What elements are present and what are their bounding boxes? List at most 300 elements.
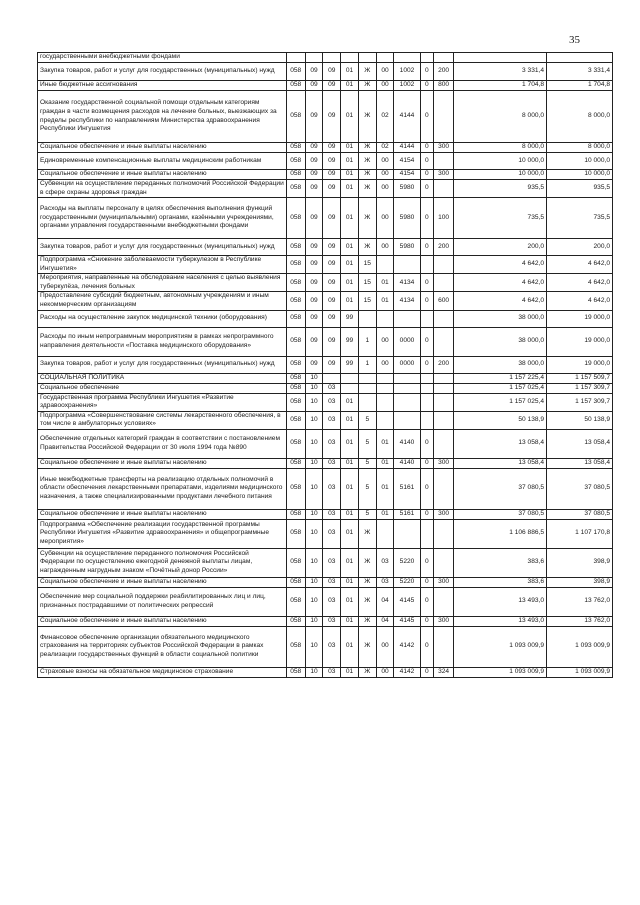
row-code: 058	[286, 153, 305, 170]
row-amount-2: 398,9	[547, 548, 613, 577]
row-code	[358, 53, 376, 63]
row-name: Иные межбюджетные трансферты на реализацию отдельных полномочий в области обеспечения лекарственными препаратами, изделиями медицинского назначения, а также специализированными продуктами лечебного питания	[38, 468, 287, 509]
row-code: 0	[420, 63, 434, 81]
row-code	[376, 519, 394, 548]
row-code: 0000	[394, 356, 420, 373]
row-code	[420, 256, 434, 274]
row-code: 0	[420, 577, 434, 587]
row-code: 99	[341, 327, 359, 356]
row-code: Ж	[358, 81, 376, 91]
row-code	[420, 411, 434, 429]
row-code: 03	[376, 577, 394, 587]
row-code: 058	[286, 170, 305, 180]
row-code	[394, 411, 420, 429]
row-code: 09	[323, 256, 341, 274]
row-code: 15	[358, 256, 376, 274]
row-name: Закупка товаров, работ и услуг для государственных (муниципальных) нужд	[38, 356, 287, 373]
row-code: 1002	[394, 63, 420, 81]
row-code: 10	[305, 429, 323, 458]
row-code	[394, 53, 420, 63]
row-code: 09	[305, 153, 323, 170]
row-code: 10	[305, 458, 323, 468]
table-row	[38, 63, 613, 81]
row-code: 4144	[394, 143, 420, 153]
row-amount-2: 1 107 170,8	[547, 519, 613, 548]
row-code: 058	[286, 180, 305, 198]
row-code: 09	[323, 239, 341, 256]
row-code: 01	[341, 411, 359, 429]
row-code: 200	[434, 239, 454, 256]
row-code: 15	[358, 274, 376, 292]
row-code: Ж	[358, 198, 376, 239]
row-code: 02	[376, 143, 394, 153]
row-amount-1: 38 000,0	[454, 327, 547, 356]
row-code: 058	[286, 667, 305, 677]
row-code: Ж	[358, 143, 376, 153]
table-row	[38, 393, 613, 411]
row-code: 09	[323, 81, 341, 91]
row-code: 01	[341, 91, 359, 143]
row-code: 5220	[394, 548, 420, 577]
row-amount-2: 50 138,9	[547, 411, 613, 429]
row-amount-2: 4 642,0	[547, 256, 613, 274]
row-code	[434, 180, 454, 198]
table-row	[38, 509, 613, 519]
row-code	[420, 383, 434, 393]
row-code: 03	[323, 458, 341, 468]
row-code	[341, 373, 359, 383]
row-code: 300	[434, 616, 454, 626]
row-code: 058	[286, 310, 305, 327]
budget-table	[37, 52, 613, 678]
row-code: 03	[323, 509, 341, 519]
table-row	[38, 519, 613, 548]
row-code: 4134	[394, 292, 420, 310]
row-code: Ж	[358, 153, 376, 170]
row-code	[420, 310, 434, 327]
row-code: 09	[305, 91, 323, 143]
row-code: 09	[323, 153, 341, 170]
row-code	[323, 373, 341, 383]
row-amount-2: 37 080,5	[547, 509, 613, 519]
row-amount-2: 19 000,0	[547, 310, 613, 327]
row-code: 03	[323, 519, 341, 548]
row-amount-1: 1 093 009,9	[454, 667, 547, 677]
row-code: 09	[323, 143, 341, 153]
row-code: 5980	[394, 180, 420, 198]
row-code: Ж	[358, 63, 376, 81]
row-code	[358, 393, 376, 411]
row-code: 058	[286, 143, 305, 153]
row-code: 03	[323, 393, 341, 411]
row-code: 01	[341, 587, 359, 616]
row-code: 01	[341, 256, 359, 274]
row-code: 01	[341, 458, 359, 468]
row-code	[420, 393, 434, 411]
row-amount-2: 19 000,0	[547, 356, 613, 373]
row-code: 01	[341, 239, 359, 256]
row-name: Социальное обеспечение и иные выплаты населению	[38, 509, 287, 519]
row-code: 01	[341, 509, 359, 519]
row-code: 09	[323, 91, 341, 143]
table-row	[38, 411, 613, 429]
row-code: 10	[305, 393, 323, 411]
row-code	[394, 383, 420, 393]
row-code: 1	[358, 356, 376, 373]
row-code: 5	[358, 509, 376, 519]
row-code: 058	[286, 292, 305, 310]
row-amount-1: 13 058,4	[454, 429, 547, 458]
row-code: 058	[286, 626, 305, 667]
row-amount-2: 935,5	[547, 180, 613, 198]
row-code	[376, 411, 394, 429]
row-code: 100	[434, 198, 454, 239]
row-code: 058	[286, 411, 305, 429]
row-amount-1: 383,6	[454, 548, 547, 577]
row-code: 0	[420, 198, 434, 239]
row-amount-1: 38 000,0	[454, 356, 547, 373]
row-code: 5	[358, 429, 376, 458]
table-row	[38, 198, 613, 239]
row-code: 5161	[394, 468, 420, 509]
row-code: 01	[376, 458, 394, 468]
row-name: Социальное обеспечение и иные выплаты населению	[38, 577, 287, 587]
row-code: 01	[341, 468, 359, 509]
row-code: 10	[305, 519, 323, 548]
row-name: Социальное обеспечение и иные выплаты населению	[38, 143, 287, 153]
row-name: государственными внебюджетными фондами	[38, 53, 287, 63]
row-code: 058	[286, 63, 305, 81]
row-amount-1: 1 093 009,9	[454, 626, 547, 667]
row-code: 10	[305, 587, 323, 616]
row-code: 01	[341, 393, 359, 411]
row-name: Закупка товаров, работ и услуг для государственных (муниципальных) нужд	[38, 239, 287, 256]
row-code: 09	[305, 356, 323, 373]
row-amount-2: 13 762,0	[547, 616, 613, 626]
row-amount-1: 13 493,0	[454, 616, 547, 626]
row-amount-2	[547, 53, 613, 63]
row-code: 01	[341, 153, 359, 170]
row-code	[434, 548, 454, 577]
row-code: 03	[323, 587, 341, 616]
row-amount-2: 4 642,0	[547, 274, 613, 292]
row-code: Ж	[358, 667, 376, 677]
row-code	[434, 411, 454, 429]
row-code: 02	[376, 91, 394, 143]
row-code: 300	[434, 458, 454, 468]
row-code: 09	[323, 310, 341, 327]
row-amount-1	[454, 53, 547, 63]
row-code: 03	[323, 616, 341, 626]
row-code: 01	[341, 63, 359, 81]
row-amount-1: 1 704,8	[454, 81, 547, 91]
row-code: 0	[420, 180, 434, 198]
row-code	[376, 373, 394, 383]
row-name: Единовременные компенсационные выплаты медицинским работникам	[38, 153, 287, 170]
row-code: 058	[286, 468, 305, 509]
row-code: 09	[305, 198, 323, 239]
row-code: 5	[358, 458, 376, 468]
row-code: 00	[376, 170, 394, 180]
row-code	[420, 53, 434, 63]
row-name: Субвенции на осуществление переданных полномочий Российской Федерации в сфере охраны здоровья граждан	[38, 180, 287, 198]
row-name: Социальное обеспечение и иные выплаты населению	[38, 170, 287, 180]
table-row	[38, 274, 613, 292]
row-code	[341, 383, 359, 393]
row-amount-1: 37 080,5	[454, 509, 547, 519]
row-code: 04	[376, 616, 394, 626]
row-amount-2: 37 080,5	[547, 468, 613, 509]
row-code: 5	[358, 468, 376, 509]
row-code: 01	[341, 143, 359, 153]
row-code: 058	[286, 356, 305, 373]
row-amount-2: 13 058,4	[547, 429, 613, 458]
row-code: 0	[420, 468, 434, 509]
row-amount-1: 3 331,4	[454, 63, 547, 81]
row-code	[358, 310, 376, 327]
row-code: 058	[286, 383, 305, 393]
row-code	[434, 373, 454, 383]
row-amount-2: 1 093 009,9	[547, 667, 613, 677]
row-code: 03	[323, 667, 341, 677]
row-code: 01	[341, 274, 359, 292]
row-name: Оказание государственной социальной помощи отдельным категориям граждан в части возмещения расходов на лечение больных, выезжающих за пределы республики по направлениям Министерства здравоохранения Республики Ингушетия	[38, 91, 287, 143]
table-row	[38, 356, 613, 373]
row-code: 0	[420, 667, 434, 677]
row-code: 10	[305, 468, 323, 509]
row-code	[358, 383, 376, 393]
table-row	[38, 91, 613, 143]
row-code: 09	[305, 143, 323, 153]
table-row	[38, 292, 613, 310]
row-code: 00	[376, 81, 394, 91]
row-code: 09	[323, 274, 341, 292]
row-name: Страховые взносы на обязательное медицинское страхование	[38, 667, 287, 677]
row-code	[434, 256, 454, 274]
row-amount-2: 10 000,0	[547, 170, 613, 180]
row-code	[323, 53, 341, 63]
row-name: Субвенции на осуществление переданного полномочия Российской Федерации по осуществлению ежегодной денежной выплаты лицам, награжденным нагрудным знаком «Почётный донор России»	[38, 548, 287, 577]
row-code: 09	[305, 256, 323, 274]
row-code: 03	[323, 626, 341, 667]
row-amount-1: 8 000,0	[454, 143, 547, 153]
row-code: Ж	[358, 519, 376, 548]
row-code: 300	[434, 509, 454, 519]
table-row	[38, 170, 613, 180]
row-code	[286, 53, 305, 63]
row-amount-2: 8 000,0	[547, 91, 613, 143]
row-code: 4142	[394, 667, 420, 677]
row-code	[434, 310, 454, 327]
row-code: 0	[420, 170, 434, 180]
row-code: 09	[323, 292, 341, 310]
row-code: 03	[323, 468, 341, 509]
row-code: 058	[286, 577, 305, 587]
row-code: 01	[341, 170, 359, 180]
row-code	[434, 468, 454, 509]
table-row	[38, 256, 613, 274]
row-code: 09	[305, 274, 323, 292]
row-amount-1: 8 000,0	[454, 91, 547, 143]
row-code: 0	[420, 153, 434, 170]
row-code: 09	[323, 327, 341, 356]
row-code: 058	[286, 198, 305, 239]
row-code: 0	[420, 429, 434, 458]
row-name: Государственная программа Республики Ингушетия «Развитие здравоохранения»	[38, 393, 287, 411]
table-row	[38, 153, 613, 170]
row-name: Расходы на выплаты персоналу в целях обеспечения выполнения функций государственными (муниципальными) органами, казёнными учреждениями, органами управления государственными внебюджетными фондами	[38, 198, 287, 239]
row-code: 01	[341, 616, 359, 626]
row-code: 10	[305, 667, 323, 677]
row-code: 03	[323, 383, 341, 393]
row-code: 01	[376, 292, 394, 310]
row-code: 00	[376, 153, 394, 170]
row-code: Ж	[358, 170, 376, 180]
row-code: 01	[376, 274, 394, 292]
row-code: 0	[420, 626, 434, 667]
row-code: 99	[341, 310, 359, 327]
table-row	[38, 383, 613, 393]
row-amount-2: 8 000,0	[547, 143, 613, 153]
row-code	[341, 53, 359, 63]
row-code: Ж	[358, 180, 376, 198]
row-code: 058	[286, 327, 305, 356]
row-amount-1: 4 642,0	[454, 274, 547, 292]
row-code: 01	[341, 626, 359, 667]
row-name: Закупка товаров, работ и услуг для государственных (муниципальных) нужд	[38, 63, 287, 81]
row-code: 00	[376, 327, 394, 356]
row-code: 058	[286, 373, 305, 383]
row-code: 058	[286, 519, 305, 548]
row-code	[394, 310, 420, 327]
row-code: Ж	[358, 626, 376, 667]
row-amount-1: 50 138,9	[454, 411, 547, 429]
row-code: 09	[305, 170, 323, 180]
table-row	[38, 548, 613, 577]
row-code: 00	[376, 667, 394, 677]
row-code: 10	[305, 626, 323, 667]
row-code	[434, 626, 454, 667]
row-amount-2: 1 093 009,9	[547, 626, 613, 667]
row-code: 01	[341, 198, 359, 239]
row-code: 01	[376, 429, 394, 458]
row-code	[376, 310, 394, 327]
row-code	[376, 393, 394, 411]
row-code: 10	[305, 616, 323, 626]
row-name: СОЦИАЛЬНАЯ ПОЛИТИКА	[38, 373, 287, 383]
row-code: 0	[420, 458, 434, 468]
row-amount-1: 10 000,0	[454, 153, 547, 170]
row-code: 5980	[394, 198, 420, 239]
row-code: 01	[341, 81, 359, 91]
row-code: 0	[420, 274, 434, 292]
row-name: Мероприятия, направленные на обследование населения с целью выявления туберкулёза, лечения больных	[38, 274, 287, 292]
row-name: Иные бюджетные ассигнования	[38, 81, 287, 91]
row-code: 058	[286, 256, 305, 274]
row-code: 058	[286, 81, 305, 91]
row-code: Ж	[358, 548, 376, 577]
table-row	[38, 310, 613, 327]
row-code: 0	[420, 239, 434, 256]
table-row	[38, 53, 613, 63]
row-code: 10	[305, 411, 323, 429]
row-code: 01	[341, 577, 359, 587]
row-code: 09	[305, 239, 323, 256]
row-amount-1: 10 000,0	[454, 170, 547, 180]
row-code: 058	[286, 393, 305, 411]
row-code: 5220	[394, 577, 420, 587]
table-row	[38, 587, 613, 616]
table-row	[38, 616, 613, 626]
table-row	[38, 468, 613, 509]
row-name: Социальное обеспечение и иные выплаты населению	[38, 616, 287, 626]
row-code: 01	[341, 548, 359, 577]
row-code: 058	[286, 239, 305, 256]
table-row	[38, 180, 613, 198]
row-code	[376, 256, 394, 274]
row-code	[434, 587, 454, 616]
row-code: 058	[286, 509, 305, 519]
row-code: 800	[434, 81, 454, 91]
row-code: 4145	[394, 616, 420, 626]
row-code: 10	[305, 577, 323, 587]
row-code: 15	[358, 292, 376, 310]
row-amount-2: 3 331,4	[547, 63, 613, 81]
row-code: 00	[376, 180, 394, 198]
row-name: Подпрограмма «Обеспечение реализации государственной программы Республики Ингушетия «Развитие здравоохранения» и общепрограммные мероприятия»	[38, 519, 287, 548]
row-code: 058	[286, 274, 305, 292]
table-row	[38, 143, 613, 153]
row-code: 4154	[394, 170, 420, 180]
row-code: 5161	[394, 509, 420, 519]
row-code: 09	[323, 170, 341, 180]
row-code	[434, 393, 454, 411]
row-amount-2: 1 704,8	[547, 81, 613, 91]
row-name: Социальное обеспечение	[38, 383, 287, 393]
row-amount-1: 1 157 225,4	[454, 373, 547, 383]
row-code: 4144	[394, 91, 420, 143]
row-code: 300	[434, 577, 454, 587]
row-amount-1: 1 106 886,5	[454, 519, 547, 548]
row-amount-1: 38 000,0	[454, 310, 547, 327]
row-code: 00	[376, 356, 394, 373]
row-code: 09	[305, 310, 323, 327]
row-code: 03	[376, 548, 394, 577]
row-code: 09	[323, 198, 341, 239]
row-code: 058	[286, 429, 305, 458]
row-code	[434, 91, 454, 143]
row-code: 0	[420, 587, 434, 616]
row-code: 4134	[394, 274, 420, 292]
row-code	[394, 373, 420, 383]
row-code: 058	[286, 458, 305, 468]
row-code: 09	[305, 63, 323, 81]
row-amount-2: 10 000,0	[547, 153, 613, 170]
row-code: Ж	[358, 616, 376, 626]
table-row	[38, 667, 613, 677]
row-amount-2: 200,0	[547, 239, 613, 256]
row-code: 5980	[394, 239, 420, 256]
row-code	[305, 53, 323, 63]
row-code: 058	[286, 616, 305, 626]
row-code: 10	[305, 509, 323, 519]
page-number: 35	[569, 34, 580, 46]
row-amount-1: 13 493,0	[454, 587, 547, 616]
row-amount-1: 1 157 025,4	[454, 393, 547, 411]
row-code: 4140	[394, 458, 420, 468]
row-code: Ж	[358, 91, 376, 143]
row-name: Расходы по иным непрограммным мероприятиям в рамках непрограммного направления деятельности «Поставка медицинского оборудования»	[38, 327, 287, 356]
